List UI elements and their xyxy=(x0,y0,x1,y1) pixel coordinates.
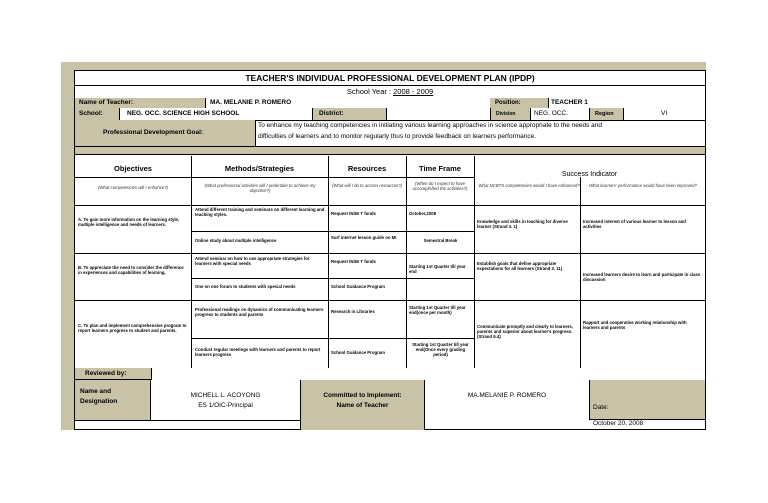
row-b-competency: Establish goals that define appropriate expectations for all learners (Strand 3. 11) xyxy=(477,261,563,272)
row-a-method-1: Attend different training and seminars on different learning and teaching styles. xyxy=(195,207,325,218)
row-c-resource-2: School Guidance Program xyxy=(331,350,385,355)
row-b-resource-1: Request INSE T funds xyxy=(331,259,376,264)
row-b-method-1: Attend seminar on how to use appropriate strategies for learners with special needs xyxy=(195,256,310,267)
row-c-method-2: Conduct regular meetings with learners and parents to report learners progress xyxy=(195,347,321,358)
school-label: School: xyxy=(79,110,103,117)
goal-text-line2: difficulties of learners and to monitor regularly thus to provide feedback on learners performance. xyxy=(258,133,537,140)
row-b-time-1: Starting 1st Quarter till year end xyxy=(409,264,466,275)
region-label: Region xyxy=(595,111,614,117)
col-methods-sub: (What professional activities will I undertake to achieve my objective?) xyxy=(204,183,316,194)
row-a-resource-2: Surf internet lesson guide on MI xyxy=(331,235,397,240)
committed-label-1: Committed to Implement: xyxy=(323,392,402,399)
teacher-name: MA.MELANIE P. ROMERO xyxy=(467,392,547,399)
position-label: Position: xyxy=(495,100,521,106)
date-cell xyxy=(589,380,705,420)
position-value: TEACHER 1 xyxy=(551,99,588,106)
region-value: VI xyxy=(661,110,668,117)
col-timeframe: Time Frame xyxy=(419,164,461,173)
col-timeframe-sub: (When do I expect to have accomplished the activities?) xyxy=(412,181,468,192)
row-c-performance: Rapport and cooperative working relationship with learners and parents xyxy=(583,320,687,331)
row-a-performance: Increased interest of various learner to lesson and activities xyxy=(583,219,686,230)
date-value: October 20, 2008 xyxy=(593,420,644,427)
row-a-competency: Knowledge and skills in teaching for diverse learner (Strand 3. 1) xyxy=(477,219,568,230)
committed-label-2: Name of Teacher xyxy=(336,402,389,409)
reviewed-by-label: Reviewed by: xyxy=(85,370,127,377)
row-c-time-2: Starting 1st Quarter till year end(Once every grading period) xyxy=(412,342,469,358)
name-designation-label-1: Name and xyxy=(80,388,112,395)
reviewer-title: ES 1/OIC-Principal xyxy=(198,402,253,409)
row-a-method-2: Online study about multiple intelligence xyxy=(195,238,277,243)
col-success: Success Indicator xyxy=(561,171,618,178)
col-resources-sub: (What will I do to access resources?) xyxy=(331,183,403,188)
row-a-time-2: Semestral Break xyxy=(423,238,458,243)
col-objectives-sub: (What competencies will I enhance?) xyxy=(97,185,169,190)
district-label: District: xyxy=(319,110,344,117)
col-success-sub2: What learners' performance would have been improved? xyxy=(589,183,697,188)
date-label: Date: xyxy=(593,404,609,411)
row-a-objective: A. To gain more information on the learning style, multiple intelligence and needs of learners. xyxy=(78,217,180,228)
name-designation-label-2: Designation xyxy=(80,398,118,405)
reviewer-name: MICHELL L. ACOYONG xyxy=(190,392,261,399)
goal-label: Professional Development Goal: xyxy=(103,129,204,136)
name-value: MA. MELANIE P. ROMERO xyxy=(210,99,292,106)
row-b-objective: B. To appreciate the need to consider the difference in experiences and capabilities of learning. xyxy=(78,265,184,276)
goal-text-line1: To enhance my teaching competencies in initiating various learning approaches in science appropriate to the needs and xyxy=(258,122,602,129)
col-resources: Resources xyxy=(347,164,387,173)
goal-spacer xyxy=(75,146,705,155)
row-c-competency: Communicate promptly and clearly to learners, parents and superior about learner's progress. (Strand 5.4) xyxy=(477,324,573,340)
ipdp-form xyxy=(74,70,706,430)
row-a-resource-1: Request INSE T funds xyxy=(331,211,376,216)
row-c-time-1: Starting 1st Quarter till year end(once per month) xyxy=(409,305,466,316)
school-year-label: School Year : xyxy=(346,87,392,96)
row-c-objective: C. To plan and implement comprehensive program to report learners progress to student and parents. xyxy=(78,323,187,334)
col-objectives: Objectives xyxy=(114,164,152,173)
school-year xyxy=(75,88,705,96)
school-year-value: 2008 - 2009 xyxy=(393,87,434,96)
row-a-time-1: October,2008 xyxy=(409,211,436,216)
col-success-sub1: What NCBTS competencies would I have enhanced? xyxy=(478,183,580,188)
division-value: NEG. OCC. xyxy=(534,110,568,117)
school-value: NEG. OCC. SCIENCE HIGH SCHOOL xyxy=(127,110,240,117)
row-b-method-2: One on one forum to students with special needs xyxy=(195,284,296,289)
row-c-method-1: Professional readings on dynamics of communicating learners progress to students and parents xyxy=(195,307,324,318)
col-methods: Methods/Strategies xyxy=(224,164,295,173)
row-b-performance: Increased learners desire to learn and participate in class discussion xyxy=(583,272,701,283)
division-label: Division xyxy=(496,111,516,117)
row-b-resource-2: School Guidance Program xyxy=(331,284,385,289)
row-c-resource-1: Research in Libraries xyxy=(331,309,375,314)
name-label: Name of Teacher: xyxy=(79,99,134,106)
form-title: TEACHER'S INDIVIDUAL PROFESSIONAL DEVELOPMENT PLAN (IPDP) xyxy=(245,73,535,83)
